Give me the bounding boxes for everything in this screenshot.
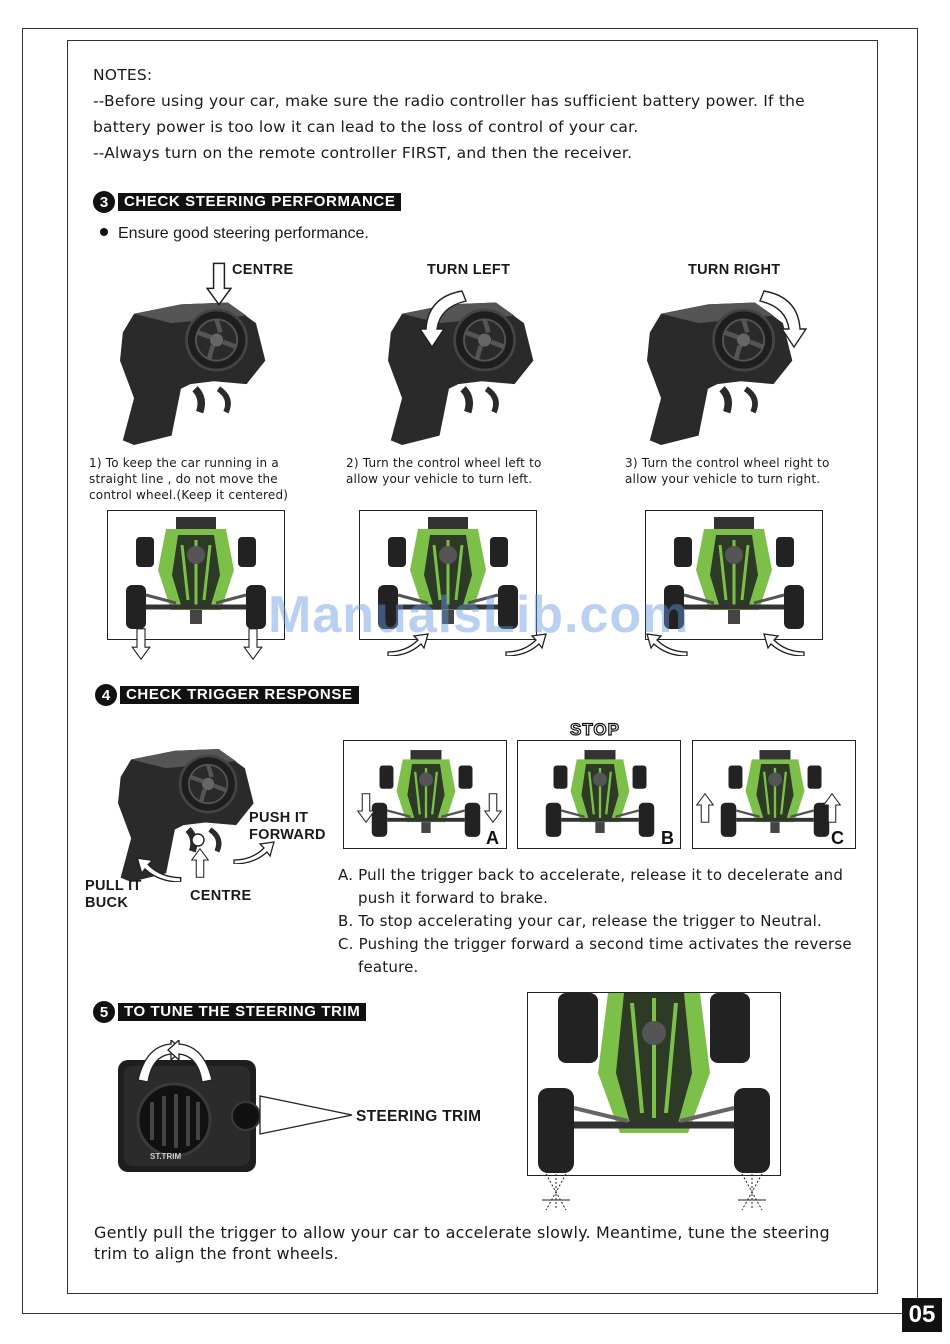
photo-label-a: A (486, 828, 499, 848)
push-forward-line: PUSH IT (249, 810, 309, 826)
notes-line-2: battery power is too low it can lead to the loss of control of your car. (93, 118, 639, 136)
section-3-header (93, 191, 401, 213)
caption-left-line: allow your vehicle to turn left. (346, 472, 533, 486)
notes-block (93, 62, 863, 166)
desc-c-line-2: feature. (358, 958, 419, 976)
caption-centre-line: straight line , do not move the (89, 472, 278, 486)
section-4-header (95, 684, 359, 706)
car-photo-centre (107, 510, 285, 640)
knob-label: ST.TRIM (150, 1152, 182, 1161)
neutral-circle-icon (190, 832, 206, 848)
pull-back-line: BUCK (85, 895, 129, 911)
notes-line-3: --Always turn on the remote controller FIRST, and then the receiver. (93, 144, 633, 162)
stop-label: STOP (570, 720, 620, 739)
footer-instructions (94, 1222, 874, 1264)
label-turn-right: TURN RIGHT (688, 262, 781, 278)
trigger-description (338, 864, 868, 979)
centre-arrow-up-icon (191, 848, 209, 878)
caption-left-line: 2) Turn the control wheel left to (346, 456, 542, 470)
desc-b: B. To stop accelerating your car, release the trigger to Neutral. (338, 912, 822, 930)
push-forward-line: FORWARD (249, 827, 326, 843)
wheel-straight-arrow-icon (243, 628, 263, 660)
label-turn-left: TURN LEFT (427, 262, 511, 278)
reverse-arrow-icon (823, 792, 841, 824)
transmitter-centre-image (110, 295, 280, 445)
curved-arrow-left-icon (418, 288, 468, 350)
pointer-wedge-icon (258, 1092, 354, 1138)
caption-left (346, 455, 542, 487)
car-image (108, 511, 284, 639)
section-5-header (93, 1001, 366, 1023)
notes-line-1: --Before using your car, make sure the radio controller has sufficient battery power. If the (93, 92, 805, 110)
steering-trim-closeup-image (116, 1040, 261, 1175)
section-4-number: 4 (95, 684, 117, 706)
toe-angle-marker-left-icon (536, 1172, 576, 1212)
notes-heading: NOTES: (93, 66, 153, 84)
watermark: ManualsLib.com (268, 586, 690, 644)
section-4-title: CHECK TRIGGER RESPONSE (120, 686, 359, 704)
pull-back-label (85, 878, 142, 912)
toe-angle-marker-right-icon (732, 1172, 772, 1212)
arrow-down-icon (206, 262, 232, 306)
desc-a-line-2: push it forward to brake. (358, 889, 549, 907)
car-image (518, 741, 680, 848)
label-centre: CENTRE (232, 262, 294, 278)
bullet-text: Ensure good steering performance. (118, 225, 369, 242)
car-front-image (528, 993, 780, 1175)
trigger-centre-label: CENTRE (190, 888, 252, 904)
caption-right-line: allow your vehicle to turn right. (625, 472, 821, 486)
caption-right (625, 455, 830, 487)
photo-label-b: B (661, 828, 674, 848)
section-5-title: TO TUNE THE STEERING TRIM (118, 1003, 366, 1021)
desc-c-line-1: C. Pushing the trigger forward a second time activates the reverse (338, 935, 852, 953)
page-number: 05 (902, 1298, 942, 1332)
pull-back-line: PULL IT (85, 878, 142, 894)
reverse-arrow-icon (696, 792, 714, 824)
footer-line-2: trim to align the front wheels. (94, 1244, 339, 1263)
push-forward-label (249, 810, 326, 844)
car-photo-b (517, 740, 681, 849)
wheel-straight-arrow-icon (131, 628, 151, 660)
car-front-photo (527, 992, 781, 1176)
photo-label-c: C (831, 828, 844, 848)
desc-a-line-1: A. Pull the trigger back to accelerate, release it to decelerate and (338, 866, 844, 884)
caption-centre-line: 1) To keep the car running in a (89, 456, 279, 470)
caption-right-line: 3) Turn the control wheel right to (625, 456, 830, 470)
accelerate-arrow-icon (484, 792, 502, 824)
caption-centre-line: control wheel.(Keep it centered) (89, 488, 289, 502)
section-5-number: 5 (93, 1001, 115, 1023)
bullet-icon (100, 228, 108, 236)
curved-arrow-right-icon (758, 288, 808, 350)
wheel-turn-right-arrow-icon (762, 632, 806, 656)
section-3-bullet (100, 225, 369, 243)
section-3-title: CHECK STEERING PERFORMANCE (118, 193, 401, 211)
caption-centre (89, 455, 288, 503)
section-3-number: 3 (93, 191, 115, 213)
accelerate-arrow-icon (357, 792, 375, 824)
steering-trim-label: STEERING TRIM (356, 1108, 482, 1125)
footer-line-1: Gently pull the trigger to allow your car to accelerate slowly. Meantime, tune the steering (94, 1223, 830, 1242)
